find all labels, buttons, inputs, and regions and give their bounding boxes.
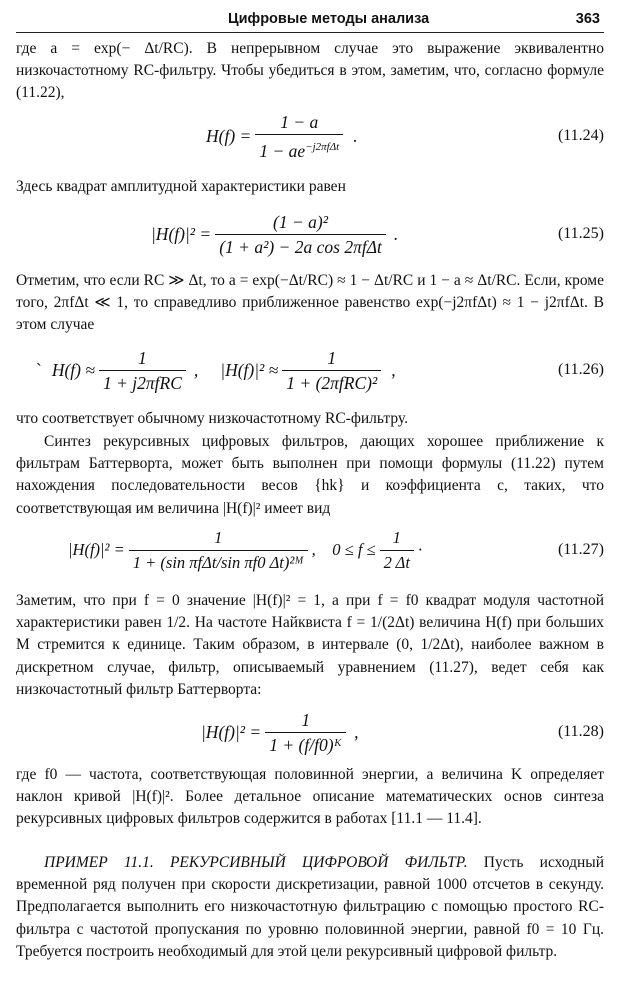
fraction bbox=[215, 212, 386, 257]
condition: , 0 ≤ f ≤ bbox=[311, 540, 376, 559]
paragraph-2: Здесь квадрат амплитудной характеристики равен bbox=[16, 178, 346, 195]
example-11-1 bbox=[16, 852, 604, 963]
lhs: H(f) = bbox=[206, 125, 252, 146]
example-body: Пусть исходный временной ряд получен при скорости дискретизации, равной 1000 отсчетов в секунду. Предполагается выполнить его низкочастотную фильтрацию с помощью простого RC-фильтра с частотой пропускания по уровню половинной энергии, равной f0 = 10 Гц. Требуется построить необходимый для этой цели рекурсивный цифровой фильтр. bbox=[16, 854, 604, 960]
period: . bbox=[353, 125, 358, 146]
lhs: |H(f)|² = bbox=[151, 223, 212, 244]
stray-mark: ` bbox=[36, 359, 42, 380]
fraction bbox=[255, 112, 343, 161]
chapter-title: Цифровые методы анализа bbox=[228, 11, 430, 27]
separator: , bbox=[193, 359, 199, 380]
formula bbox=[68, 527, 423, 572]
formula bbox=[206, 111, 358, 161]
numerator: 1 bbox=[392, 527, 401, 547]
example-heading: ПРИМЕР 11.1. РЕКУРСИВНЫЙ ЦИФРОВОЙ ФИЛЬТР. bbox=[44, 854, 468, 871]
denominator: 1 + (sin πfΔt/sin πf0 Δt)²ᴹ bbox=[129, 550, 308, 573]
comma: , bbox=[391, 359, 396, 380]
page-number: 363 bbox=[575, 11, 600, 27]
dot: · bbox=[417, 540, 423, 559]
lhs: |H(f)|² = bbox=[201, 721, 262, 742]
denominator-base: 1 − ae bbox=[259, 140, 306, 161]
numerator: 1 bbox=[214, 527, 223, 547]
equation-number: (11.25) bbox=[557, 225, 604, 242]
equation-number: (11.24) bbox=[557, 127, 604, 144]
equation-number: (11.27) bbox=[557, 541, 604, 558]
denominator: 1 + (f/f0)ᴷ bbox=[265, 732, 346, 755]
formula bbox=[36, 347, 396, 393]
denominator: 2 Δt bbox=[380, 550, 414, 573]
numerator: 1 bbox=[138, 347, 147, 368]
running-header bbox=[16, 6, 604, 33]
condition-fraction bbox=[380, 528, 414, 573]
lhs-1: H(f) ≈ bbox=[51, 359, 95, 380]
numerator: 1 bbox=[327, 347, 337, 368]
denominator: 1 + j2πfRC bbox=[99, 370, 186, 393]
fraction-2 bbox=[282, 348, 381, 393]
paragraph-1: где a = exp(− Δt/RC). В непрерывном случае это выражение эквивалентно низкочастотному RC-фильтру. Чтобы убедиться в этом, заметим, что, согласно формуле (11.22), bbox=[16, 40, 604, 102]
denominator: 1 + (2πfRC)² bbox=[282, 370, 381, 393]
fraction bbox=[265, 710, 346, 755]
equation-11-24 bbox=[16, 111, 604, 161]
paragraph-4: что соответствует обычному низкочастотному RC-фильтру. bbox=[16, 410, 408, 427]
numerator: 1 − a bbox=[280, 111, 319, 132]
numerator: (1 − a)² bbox=[273, 211, 329, 232]
lhs: |H(f)|² = bbox=[68, 540, 125, 559]
denominator bbox=[255, 134, 343, 161]
exponent: −j2πfΔt bbox=[305, 140, 340, 153]
paragraph-6: Заметим, что при f = 0 значение |H(f)|² = 1, а при f = f0 квадрат модуля частотной характеристики равен 1/2. На частоте Найквиста f = 1/(2Δt) величина H(f) при больших M стремится к единице. Таким образом, в интервале (0, 1/2Δt), наиболее важном в дискретном случае, фильтр, описываемый уравнением (11.27), ведет себя как низкочастотный фильтр Баттерворта: bbox=[16, 592, 604, 698]
equation-11-28 bbox=[16, 709, 604, 755]
paragraph-5: Синтез рекурсивных цифровых фильтров, дающих хорошее приближение к фильтрам Баттерворта, может быть выполнен при помощи формулы (11.22) путем нахождения последовательности весов {hk} и коэффициента c, таких, что соответствующая им величина |H(f)|² имеет вид bbox=[16, 433, 604, 517]
equation-11-26 bbox=[16, 347, 604, 393]
formula bbox=[151, 211, 399, 257]
fraction bbox=[129, 528, 308, 573]
numerator: 1 bbox=[301, 709, 311, 730]
paragraph-7: где f0 — частота, соответствующая половинной энергии, а величина K определяет наклон кривой |H(f)|². Более детальное описание математических основ синтеза рекурсивных цифровых фильтров содержится в работах [11.1 — 11.4]. bbox=[16, 766, 604, 828]
paragraph-3: Отметим, что если RC ≫ Δt, то a = exp(−Δt/RC) ≈ 1 − Δt/RC и 1 − a ≈ Δt/RC. Если, кроме того, 2πfΔt ≪ 1, то справедливо приближенное равенство exp(−j2πfΔt) ≈ 1 − j2πfΔt. В этом случае bbox=[16, 272, 604, 334]
fraction-1 bbox=[99, 348, 186, 393]
formula bbox=[201, 709, 359, 755]
period: . bbox=[393, 223, 399, 244]
equation-number: (11.26) bbox=[557, 361, 604, 378]
equation-number: (11.28) bbox=[557, 723, 604, 740]
equation-11-25 bbox=[16, 211, 604, 257]
denominator: (1 + a²) − 2a cos 2πfΔt bbox=[215, 234, 386, 257]
lhs-2: |H(f)|² ≈ bbox=[220, 359, 279, 380]
comma: , bbox=[354, 721, 359, 742]
equation-11-27 bbox=[16, 527, 604, 572]
